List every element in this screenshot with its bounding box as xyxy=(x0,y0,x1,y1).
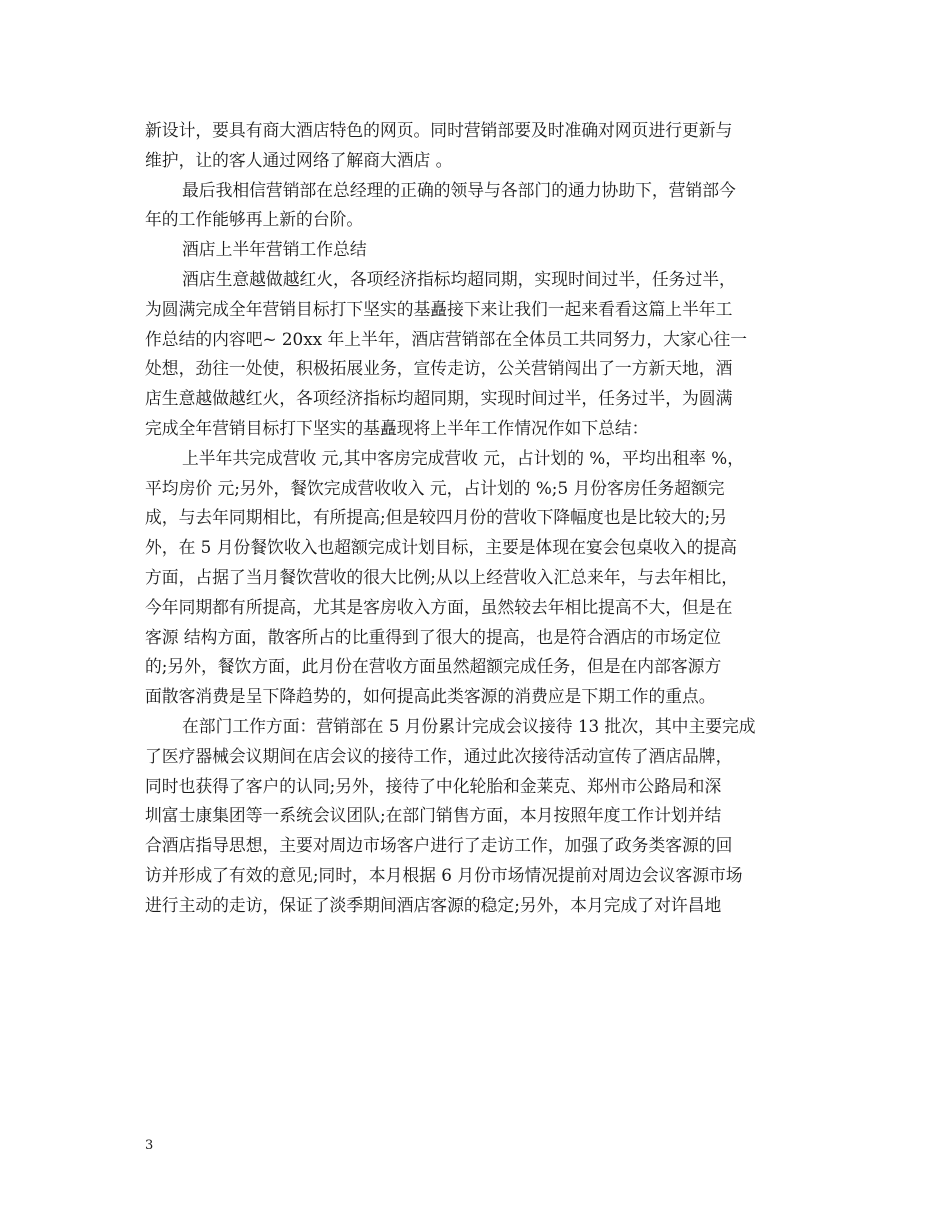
text-line: 客源 结构方面，散客所占的比重得到了很大的提高，也是符合酒店的市场定位 xyxy=(145,626,721,647)
text-line: 上半年共完成营收 元,其中客房完成营收 元，占计划的 %，平均出租率 %， xyxy=(182,447,745,468)
text-line: 方面，占据了当月餐饮营收的很大比例;从以上经营收入汇总来年，与去年相比， xyxy=(145,566,739,587)
text-line: 维护，让的客人通过网络了解商大酒店 。 xyxy=(145,149,453,170)
text-line: 访并形成了有效的意见;同时，本月根据 6 月份市场情况提前对周边会议客源市场 xyxy=(145,864,743,885)
text-line: 完成全年营销目标打下坚实的基矗现将上半年工作情况作如下总结： xyxy=(145,417,649,438)
page-number: 3 xyxy=(145,1138,154,1153)
text-line: 店生意越做越红火，各项经济指标均超同期，实现时间过半，任务过半，为圆满 xyxy=(145,388,733,409)
text-line: 进行主动的走访，保证了淡季期间酒店客源的稳定;另外，本月完成了对许昌地 xyxy=(145,894,722,915)
text-line: 同时也获得了客户的认同;另外，接待了中化轮胎和金莱克、郑州市公路局和深 xyxy=(145,775,722,796)
text-line: 新设计，要具有商大酒店特色的网页。同时营销部要及时准确对网页进行更新与 xyxy=(145,120,733,140)
text-line: 今年同期都有所提高，尤其是客房收入方面，虽然较去年相比提高不大，但是在 xyxy=(145,596,733,617)
document-body xyxy=(145,116,813,921)
text-line: 作总结的内容吧~ 20xx 年上半年，酒店营销部在全体员工共同努力，大家心往一 xyxy=(145,328,748,349)
text-line: 成，与去年同期相比，有所提高;但是较四月份的营收下降幅度也是比较大的;另 xyxy=(145,507,727,528)
text-line: 的;另外，餐饮方面，此月份在营收方面虽然超额完成任务，但是在内部客源方 xyxy=(145,656,722,677)
text-line: 为圆满完成全年营销目标打下坚实的基矗接下来让我们一起来看看这篇上半年工 xyxy=(145,298,733,319)
text-line: 年的工作能够再上新的台阶。 xyxy=(145,209,364,230)
text-line: 在部门工作方面：营销部在 5 月份累计完成会议接待 13 批次，其中主要完成 xyxy=(182,715,756,736)
text-line: 平均房价 元;另外，餐饮完成营收收入 元，占计划的 %;5 月份客房任务超额完 xyxy=(145,477,725,498)
text-line: 圳富士康集团等一系统会议团队;在部门销售方面，本月按照年度工作计划并结 xyxy=(145,805,722,826)
text-line: 外，在 5 月份餐饮收入也超额完成计划目标，主要是体现在宴会包桌收入的提高 xyxy=(145,537,737,558)
text-line: 处想，劲往一处使，积极拓展业务，宣传走访，公关营销闯出了一方新天地，酒 xyxy=(145,358,733,379)
text-line: 酒店生意越做越红火，各项经济指标均超同期，实现时间过半，任务过半， xyxy=(182,268,736,289)
text-line: 酒店上半年营销工作总结 xyxy=(182,239,367,260)
text-line: 面散客消费是呈下降趋势的，如何提高此类客源的消费应是下期工作的重点。 xyxy=(145,686,716,707)
text-line: 最后我相信营销部在总经理的正确的领导与各部门的通力协助下，营销部今 xyxy=(182,179,736,200)
text-line: 了医疗器械会议期间在店会议的接待工作，通过此次接待活动宣传了酒店品牌， xyxy=(145,745,733,766)
text-line: 合酒店指导思想，主要对周边市场客户进行了走访工作，加强了政务类客源的回 xyxy=(145,835,733,856)
